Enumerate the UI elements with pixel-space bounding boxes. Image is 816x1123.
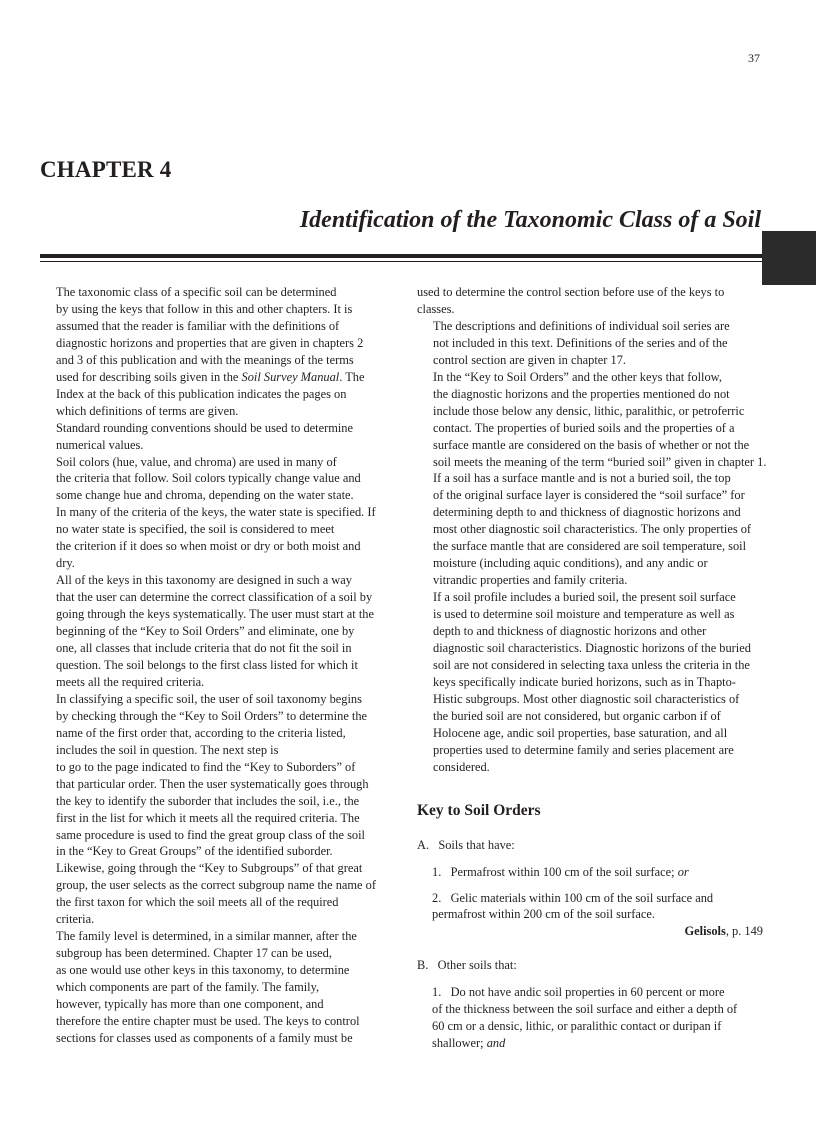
page-ref: , p. 149 — [725, 924, 763, 939]
text-line: Likewise, going through the “Key to Subgroups” of that great — [56, 861, 363, 876]
text-line: Holocene age, andic soil properties, base saturation, and all — [433, 725, 728, 740]
text-line: 1. Do not have andic soil properties in 60 percent or more — [432, 985, 725, 1000]
text-run: shallower; — [432, 1036, 487, 1051]
text-line: in the “Key to Great Groups” of the identified suborder. — [56, 844, 333, 859]
paragraph-buried-profile — [417, 589, 763, 775]
text-line: of the thickness between the soil surface and either a depth of — [432, 1002, 738, 1017]
paragraph-soil-colors — [40, 454, 386, 573]
text-line: numerical values. — [56, 437, 144, 452]
text-line: the surface mantle that are considered are soil temperature, soil — [433, 539, 747, 554]
paragraph-buried-soils — [417, 369, 767, 471]
text-line: depth to and thickness of diagnostic horizons and other — [433, 624, 707, 639]
text-line: of the original surface layer is considered the “soil surface” for — [433, 488, 745, 503]
text-line: first in the list for which it meets all the required criteria. The — [56, 810, 360, 825]
text-line: some change hue and chroma, depending on the water state. — [56, 488, 354, 503]
text-line: criteria. — [56, 912, 95, 927]
paragraph-classifying — [40, 691, 386, 928]
text-line: which definitions of terms are given. — [56, 403, 239, 418]
text-line: the criteria that follow. Soil colors typically change value and — [56, 471, 361, 486]
manual-title-italic: Soil Survey Manual — [241, 369, 340, 384]
text-line: used to determine the control section before use of the keys to — [417, 285, 725, 299]
text-line: however, typically has more than one component, and — [56, 997, 324, 1012]
text-line: surface mantle are considered on the basis of whether or not the — [433, 437, 750, 452]
text-line: The descriptions and definitions of individual soil series are — [433, 318, 730, 333]
text-line: properties used to determine family and series placement are — [433, 742, 734, 757]
text-line: is used to determine soil moisture and temperature as well as — [433, 607, 735, 622]
left-column — [40, 284, 386, 1047]
text-run: used for describing soils given in the — [56, 369, 242, 384]
text-line: All of the keys in this taxonomy are designed in such a way — [56, 573, 352, 588]
paragraph-keys-design — [40, 572, 386, 691]
text-line: Histic subgroups. Most other diagnostic soil characteristics of — [433, 691, 740, 706]
text-line: dry. — [56, 556, 75, 571]
paragraph-intro — [40, 284, 386, 420]
key-item-a1 — [417, 864, 763, 881]
key-item-b: B. Other soils that: — [417, 958, 517, 973]
key-to-soil-orders-heading: Key to Soil Orders — [417, 801, 541, 819]
text-line: by checking through the “Key to Soil Orders” to determine the — [56, 708, 368, 723]
text-line: as one would use other keys in this taxonomy, to determine — [56, 963, 350, 978]
text-line: that particular order. Then the user systematically goes through — [56, 776, 369, 791]
paragraph-rounding — [40, 420, 386, 454]
text-line: soil are not considered in selecting taxa unless the criteria in the — [433, 657, 750, 672]
text-line: determining depth to and thickness of diagnostic horizons and — [433, 505, 741, 520]
header-rule-thin — [40, 261, 762, 262]
text-line: therefore the entire chapter must be used. The keys to control — [56, 1013, 360, 1028]
text-line — [432, 1035, 763, 1052]
text-line: keys specifically indicate buried horizons, such as in Thapto- — [433, 674, 736, 689]
text-line: which components are part of the family. The family, — [56, 980, 320, 995]
text-line: diagnostic soil characteristics. Diagnostic horizons of the buried — [433, 641, 751, 656]
text-line: and 3 of this publication and with the meanings of the terms — [56, 352, 354, 367]
text-line: The family level is determined, in a similar manner, after the — [56, 929, 357, 944]
key-item-b1 — [417, 984, 763, 1052]
text-line: the key to identify the suborder that includes the soil, i.e., the — [56, 793, 360, 808]
connector-and: and — [486, 1036, 506, 1051]
header-rule-thick — [40, 254, 762, 258]
text-run: . The — [339, 369, 365, 384]
text-line: In classifying a specific soil, the user of soil taxonomy begins — [56, 691, 362, 706]
text-line: by using the keys that follow in this and other chapters. It is — [56, 301, 353, 316]
text-line: sections for classes used as components of a family must be — [56, 1030, 353, 1045]
key-item-a: A. Soils that have: — [417, 837, 515, 852]
text-line: The taxonomic class of a specific soil can be determined — [56, 285, 337, 299]
text-line: include those below any densic, lithic, paralithic, or petroferric — [433, 403, 745, 418]
paragraph-continued — [417, 284, 763, 318]
key-item-a2 — [417, 890, 763, 924]
text-line: If a soil has a surface mantle and is not a buried soil, the top — [433, 471, 731, 486]
text-line: that the user can determine the correct classification of a soil by — [56, 590, 373, 605]
text-line: subgroup has been determined. Chapter 17 can be used, — [56, 946, 332, 961]
text-line: control section are given in chapter 17. — [433, 352, 627, 367]
text-line: 60 cm or a densic, lithic, or paralithic contact or duripan if — [432, 1019, 722, 1034]
text-line: considered. — [433, 759, 490, 774]
order-name: Gelisols — [684, 924, 726, 939]
text-line: going through the keys systematically. The user must start at the — [56, 607, 374, 622]
text-line: Index at the back of this publication indicates the pages on — [56, 386, 347, 401]
text-line: no water state is specified, the soil is considered to meet — [56, 522, 335, 537]
text-line: If a soil profile includes a buried soil, the present soil surface — [433, 590, 736, 605]
text-line: In many of the criteria of the keys, the water state is specified. If — [56, 505, 376, 520]
text-line: same procedure is used to find the great group class of the soil — [56, 827, 365, 842]
chapter-thumb-tab — [762, 231, 816, 285]
text-line: not included in this text. Definitions of the series and of the — [433, 335, 728, 350]
text-run: 1. Permafrost within 100 cm of the soil surface; — [432, 864, 678, 879]
text-line: soil meets the meaning of the term “buried soil” given in chapter 1. — [433, 454, 767, 469]
text-line: beginning of the “Key to Soil Orders” and eliminate, one by — [56, 624, 355, 639]
page-number: 37 — [748, 51, 760, 65]
text-line: Standard rounding conventions should be used to determine — [56, 420, 353, 435]
text-line: to go to the page indicated to find the “Key to Suborders” of — [56, 759, 356, 774]
text-line: meets all the required criteria. — [56, 674, 205, 689]
paragraph-surface-mantle — [417, 470, 763, 589]
text-line: the first taxon for which the soil meets all of the required — [56, 895, 339, 910]
text-line: the buried soil are not considered, but organic carbon if of — [433, 708, 721, 723]
text-line: name of the first order that, according to the criteria listed, — [56, 725, 346, 740]
paragraph-soil-series — [417, 318, 763, 369]
text-line: In the “Key to Soil Orders” and the other keys that follow, — [433, 369, 722, 384]
right-column — [417, 284, 767, 1052]
connector-or: or — [677, 864, 689, 879]
text-line: vitrandic properties and family criteria. — [433, 573, 628, 588]
text-line: classes. — [417, 301, 455, 316]
text-line — [40, 369, 386, 386]
paragraph-family-level — [40, 928, 386, 1047]
chapter-label: CHAPTER 4 — [40, 157, 172, 182]
text-line: group, the user selects as the correct subgroup name the name of — [56, 878, 376, 893]
key-result-gelisols — [417, 923, 763, 940]
text-line: question. The soil belongs to the first class listed for which it — [56, 657, 358, 672]
text-line: most other diagnostic soil characteristics. The only properties of — [433, 522, 752, 537]
text-line: contact. The properties of buried soils and the properties of a — [433, 420, 735, 435]
text-line: includes the soil in question. The next step is — [56, 742, 279, 757]
text-line: assumed that the reader is familiar with the definitions of — [56, 318, 340, 333]
text-line: Soil colors (hue, value, and chroma) are used in many of — [56, 454, 337, 469]
chapter-title: Identification of the Taxonomic Class of a Soil — [299, 207, 761, 233]
text-line: 2. Gelic materials within 100 cm of the soil surface and — [432, 890, 714, 905]
text-line: diagnostic horizons and properties that are given in chapters 2 — [56, 335, 364, 350]
text-line: the criterion if it does so when moist or dry or both moist and — [56, 539, 361, 554]
text-line: one, all classes that include criteria that do not fit the soil in — [56, 641, 352, 656]
text-line: the diagnostic horizons and the properties mentioned do not — [433, 386, 730, 401]
text-line: moisture (including aquic conditions), and any andic or — [433, 556, 708, 571]
text-line: permafrost within 200 cm of the soil surface. — [432, 907, 655, 922]
